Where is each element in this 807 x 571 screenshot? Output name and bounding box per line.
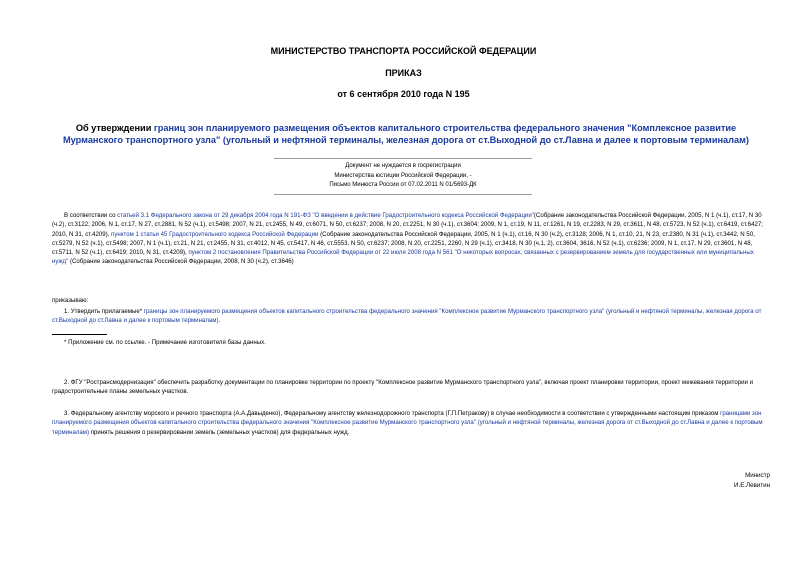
text: (Собрание законодательства Российской Федерации, 2005, N 1 (ч.1), ст.17, N 30 (ч.2), ст.3122; 2006, N 1, ст.17, N 27, ст.2881, N 52 (ч.1), ст.5498; 2007, N 21, ст.2455, N 49, ст.6071, N 50, ст.6237; 2008, N 20, ст.2251, N 30 (ч.1), ст.3604; 2009, N 1, ст.19, N 11, ст.1261, N 19, ст.2283, N 29, ст.3611, N 48, ст.5723, N 52 (ч.1), ст.6419, ст.6427; 2010, N 31, ст.4209), <box>52 212 763 238</box>
text: 1. Утвердить прилагаемые* <box>64 308 144 315</box>
registration-note-line: Документ не нуждается в госрегистрации <box>345 163 461 169</box>
document-subject <box>50 122 762 146</box>
boundaries-link[interactable]: границы зон планируемого размещения объектов капитального строительства федерального значения "Комплексное развитие Мурманского транспортного узла" (угольный и нефтяной терминалы, железная дорога от ст.Выходной до ст.Лавна и далее к портовым терминалам) <box>52 308 762 325</box>
footnote-divider <box>52 334 107 335</box>
signature-block <box>734 471 770 490</box>
item-2: 2. ФГУ "Ространсмодернизация" обеспечить разработку документации по планировке территории по проекту "Комплексное развитие Мурманского транспортного узла", включая проект планировки территории, проект межевания территории и градостроительные планы земельных участков. <box>52 379 754 396</box>
preamble-paragraph <box>52 211 770 267</box>
registration-note-line: Министерства юстиции Российской Федерации, - <box>334 172 472 179</box>
registration-note-line: Письмо Минюста России от 07.02.2011 N 01/5693-ДК <box>329 182 477 189</box>
text: (Собрание законодательства Российской Федерации, 2008, N 30 (ч.2), ст.3646) <box>68 258 294 266</box>
text: В соответствии со <box>64 212 118 219</box>
order-word: приказываю: <box>52 297 89 304</box>
footnote: * Приложение см. по ссылке. - Примечание изготовителя базы данных. <box>64 339 266 346</box>
registration-note <box>274 158 532 195</box>
text: . <box>218 317 221 325</box>
signature-title: Министр <box>745 472 770 479</box>
text: принять решения о резервировании земель (земельных участков) для федеральных нужд. <box>89 428 350 436</box>
ministry-title: МИНИСТЕРСТВО ТРАНСПОРТА РОССИЙСКОЙ ФЕДЕРАЦИИ <box>270 46 537 56</box>
subject-link[interactable]: границ зон планируемого размещения объектов капитального строительства федерального значения "Комплексное развитие Мурманского транспортного узла" (угольный и нефтяной терминалы, железная дорога от ст.Выходной до ст.Лавна и далее к портовым терминалам) <box>63 123 749 145</box>
subject-prefix: Об утверждении <box>75 123 154 133</box>
signature-name: И.Е.Левитин <box>734 481 770 489</box>
law-link[interactable]: статьей 3.1 Федерального закона от 29 декабря 2004 года N 191-ФЗ "О введении в действие Градостроительного кодекса Российской Федерации" <box>117 212 534 219</box>
code-link[interactable]: пунктом 1 статьи 45 Градостроительного кодекса Российской Федерации <box>111 230 319 238</box>
item-1 <box>52 307 770 326</box>
doc-type: ПРИКАЗ <box>385 68 422 78</box>
text: 3. Федеральному агентству морского и речного транспорта (А.А.Давыденко), Федеральному агентству железнодорожного транспорта (Г.П.Петракову) в случае необходимости в соответствии с утвержденными настоящим приказом <box>64 410 721 417</box>
item-3 <box>52 409 770 437</box>
boundaries-link[interactable]: границами зон планируемого размещения объектов капитального строительства федерального значения "Комплексное развитие Мурманского транспортного узла" (угольный и нефтяной терминалы, железная дорога от ст.Выходной до ст.Лавна и далее к портовым терминалам) <box>52 410 763 436</box>
text: (Собрание законодательства Российской Федерации, 2005, N 1 (ч.1), ст.16, N 30 (ч.2), ст.3128; 2006, N 1, ст.10, 21, N 23, ст.2380, N 31 (ч.1), ст.3442, N 50, ст.5279, N 52 (ч.1), ст.5498; 2007, N 1 (ч.1), ст.21, N 21, ст.2455, N 31, ст.4012, N 45, ст.5417, N 46, ст.5553, N 50, ст.6237; 2008, N 20, ст.2251, 2260, N 29 (ч.1), ст.3418, N 30 (ч.1, 2), ст.3604, 3616, N 52 (ч.1), ст.6236; 2009, N 1, ст.17, N 29, ст.3601, N 48, ст.5711, N 52 (ч.1), ст.6419; 2010, N 31, ст.4209), <box>52 230 755 257</box>
decree-link[interactable]: пунктом 2 постановления Правительства Российской Федерации от 22 июля 2008 года N 561 "О некоторых вопросах, связанных с резервированием земель для государственных или муниципальных нужд" <box>52 249 754 266</box>
doc-date-number: от 6 сентября 2010 года N 195 <box>337 89 470 99</box>
